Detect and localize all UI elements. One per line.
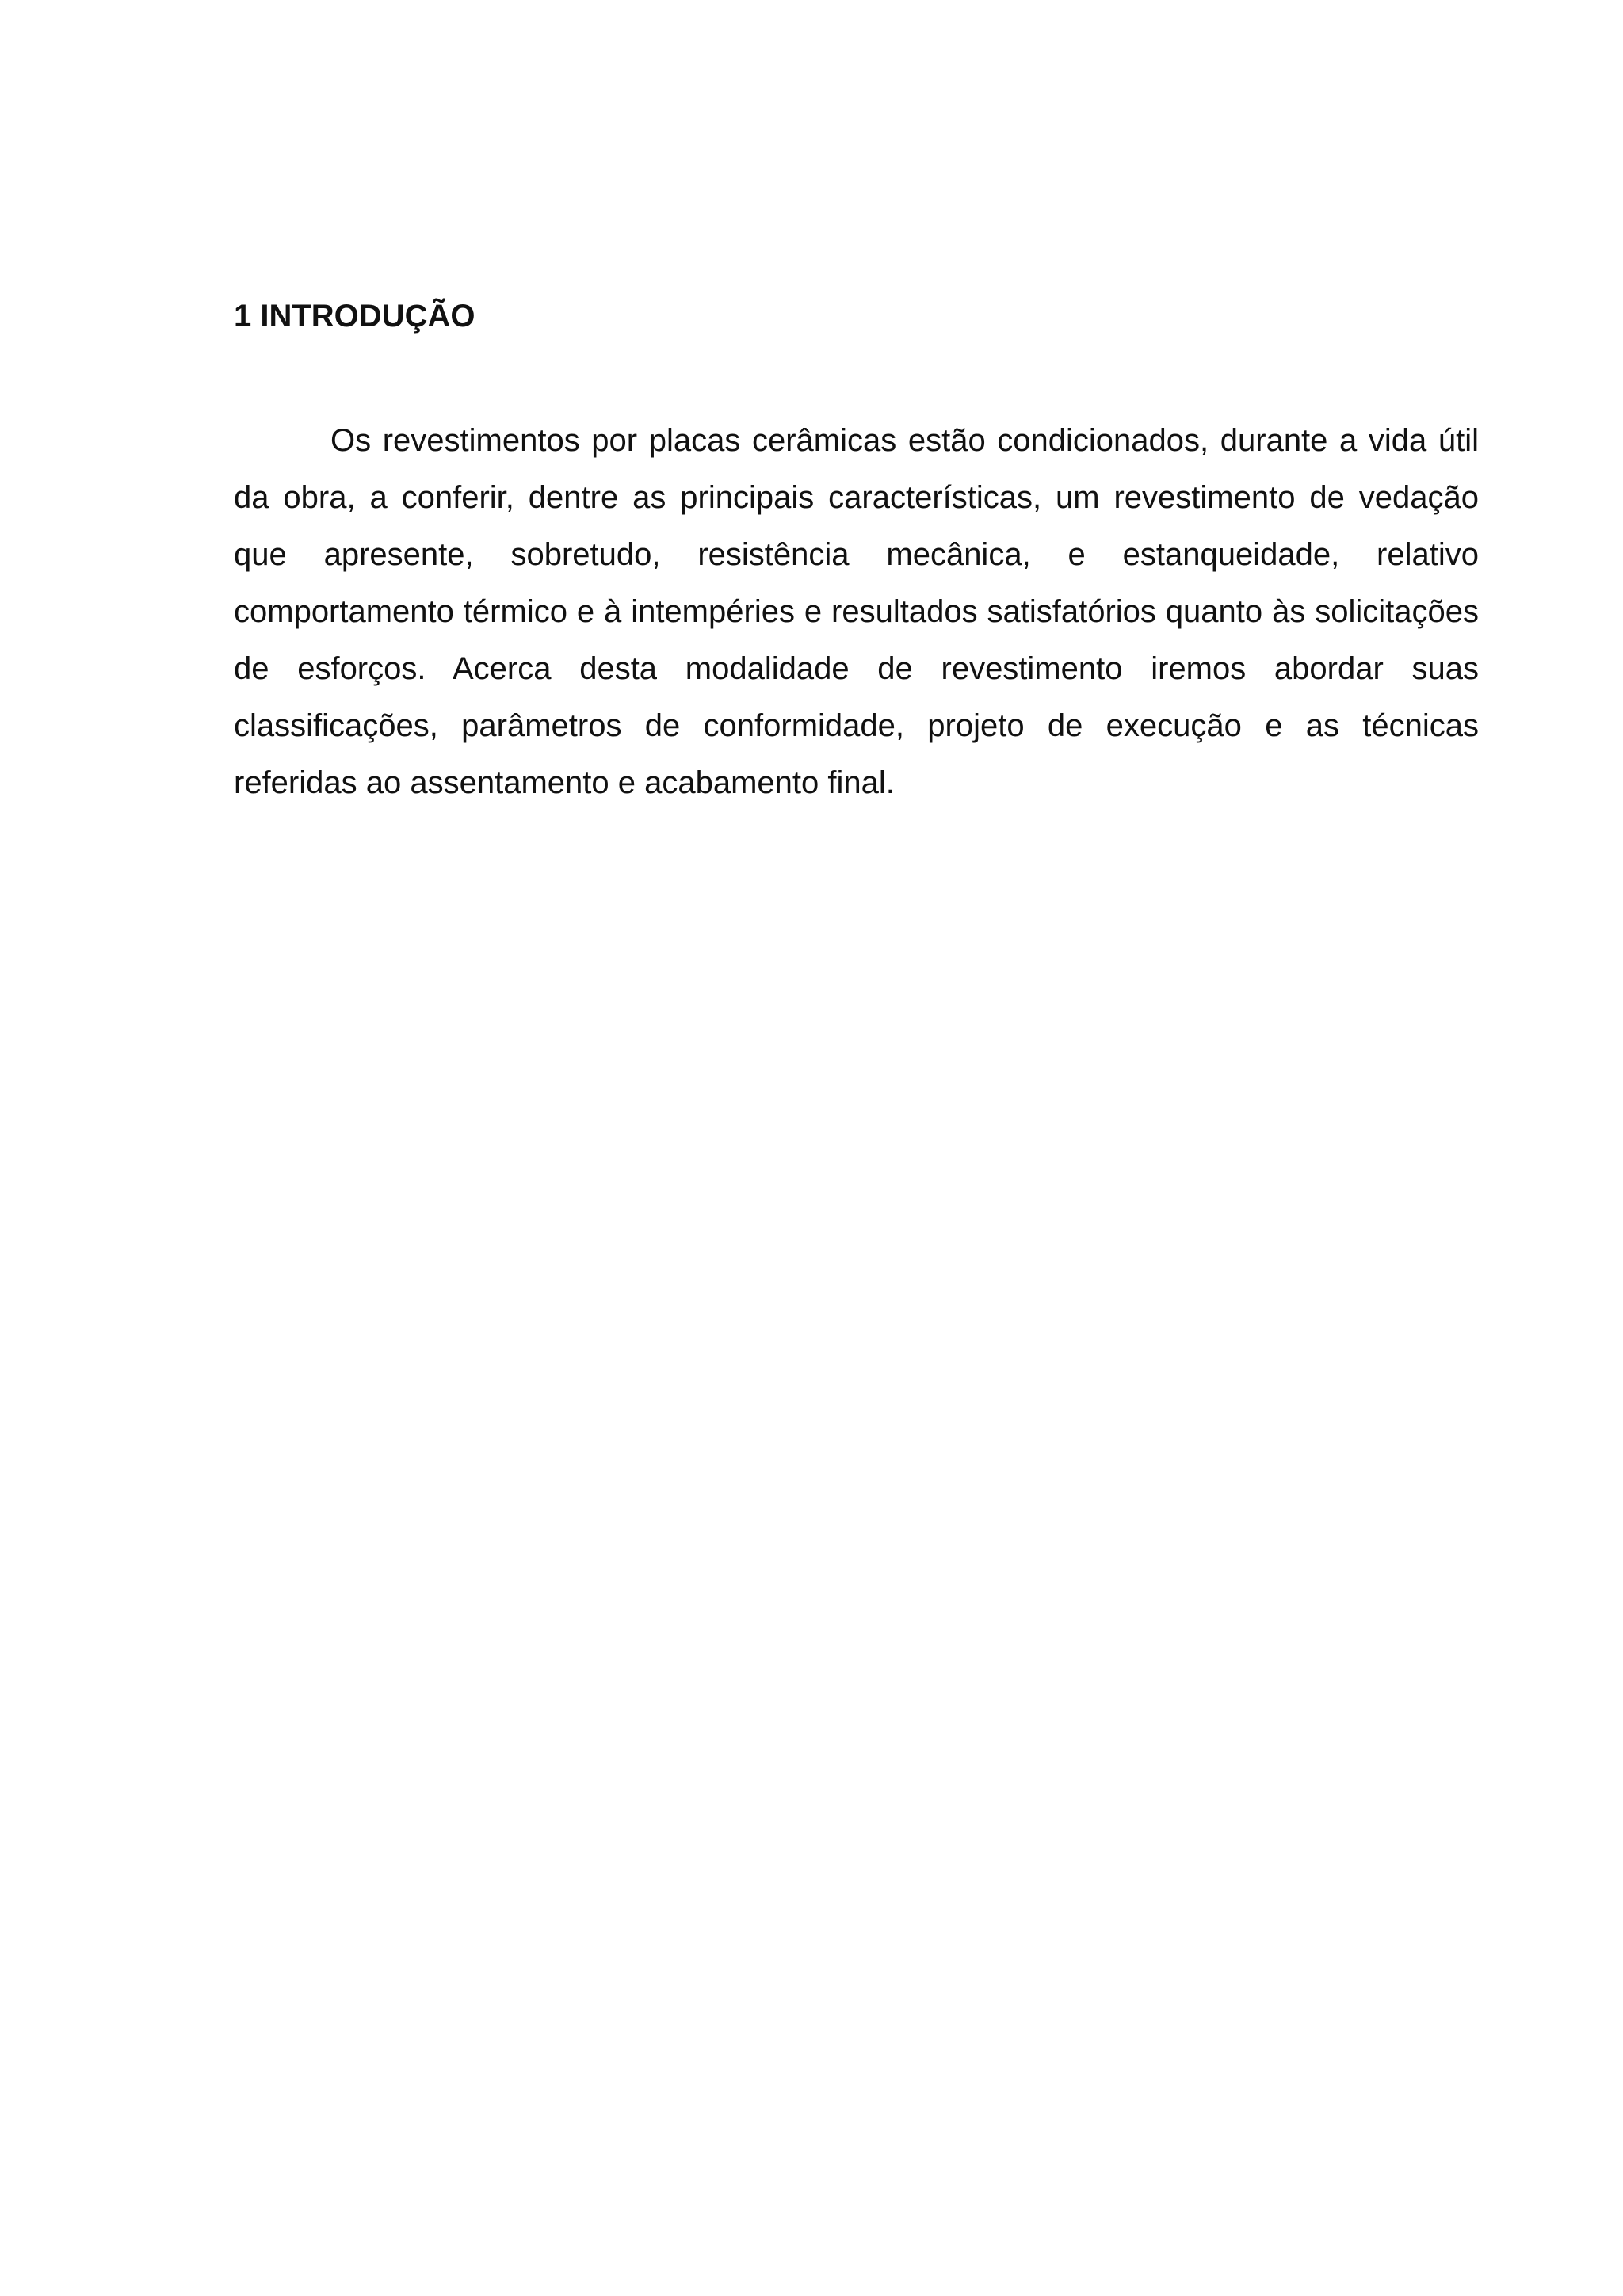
introduction-paragraph: Os revestimentos por placas cerâmicas estão condicionados, durante a vida útil da obra, a conferir, dentre as principais características, um revestimento de vedação que apresente, sobretudo, resistência mecânica, e estanqueidade, relativo comportamento térmico e à intempéries e resultados satisfatórios quanto às solicitações de esforços. Acerca desta modalidade de revestimento iremos abordar suas classificações, parâmetros de conformidade, projeto de execução e as técnicas referidas ao assentamento e acabamento final.: [234, 423, 1479, 800]
section-heading: 1 INTRODUÇÃO: [234, 299, 475, 334]
